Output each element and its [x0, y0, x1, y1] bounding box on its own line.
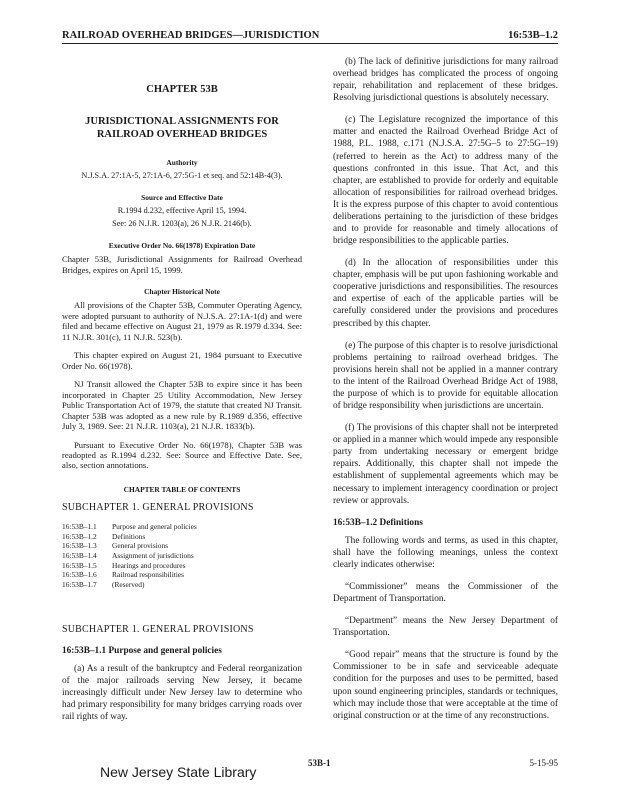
toc-item[interactable]: 16:53B–1.6 Railroad responsibilities — [62, 570, 185, 580]
subchapter-heading-toc: SUBCHAPTER 1. GENERAL PROVISIONS — [62, 501, 254, 513]
historical-note-3: NJ Transit allowed the Chapter 53B to expire since it has been incorporated in Chapter 25 Utility Accommodation, New Jersey Public Transportation Act of 1979, the statute that created NJ Transit. Chapter 53B was adopted as a new rule by R.1989 d.356, effective July 3, 1989. See: 21 N.J.R. 1103(a), 21 N.J.R. 1833(b). — [62, 379, 302, 432]
toc-item[interactable]: 16:53B–1.2 Definitions — [62, 531, 146, 541]
paragraph-c: (c) The Legislature recognized the importance of this matter and enacted the Railroad Overhead Bridge Act of 1988, P.L. 1988, c.171 (N.J.S.A. 27:5G–5 to 27:5G–19) (referred to herein as the Act) to address many of the questions confronted in this issue. That Act, and this chapter, are established to provide for orderly and equitable allocation of responsibilities for railroad overhead bridges. It is the express purpose of this chapter to avoid contentious deliberations pertaining to the jurisdiction of these bridges and to provide for reasonable and timely allocations of bridge responsibilities to the applicable parties. — [333, 115, 558, 247]
chapter-title: JURISDICTIONAL ASSIGNMENTS FOR RAILROAD OVERHEAD BRIDGES — [85, 115, 279, 141]
revision-date: 5-15-95 — [529, 758, 558, 768]
table-of-contents-heading: CHAPTER TABLE OF CONTENTS — [123, 484, 241, 494]
header-title: RAILROAD OVERHEAD BRIDGES—JURISDICTION — [62, 30, 320, 41]
left-column — [62, 56, 302, 731]
section-heading-1-2: 16:53B–1.2 Definitions — [333, 517, 423, 528]
toc-item[interactable]: 16:53B–1.1 Purpose and general policies — [62, 522, 197, 532]
historical-note-heading: Chapter Historical Note — [144, 287, 220, 297]
paragraph-e: (e) The purpose of this chapter is to resolve jurisdictional problems pertaining to railroad overhead bridges. The provisions herein shall not be applied in a manner contrary to the intent of the Railroad Overhead Bridge Act of 1988, the purpose of which is to provide for equitable allocation of bridge responsibility when jurisdictions are uncertain. — [333, 340, 558, 412]
historical-note-1: All provisions of the Chapter 53B, Commuter Operating Agency, were adopted pursuant to authority of N.J.S.A. 27:1A-1(d) and were filed and became effective on August 21, 1979 as R.1979 d.334. See: 11 N.J.R. 301(c), 11 N.J.R. 523(b). — [62, 300, 302, 342]
toc-item[interactable]: 16:53B–1.5 Hearings and procedures — [62, 560, 186, 570]
page-number: 53B-1 — [308, 758, 331, 768]
header-section: 16:53B–1.2 — [508, 30, 558, 41]
running-header — [62, 30, 558, 44]
source-heading: Source and Effective Date — [141, 193, 223, 203]
paragraph-a: (a) As a result of the bankruptcy and Federal reorganization of the major railroads serving New Jersey, it became increasingly difficult under New Jersey law to determine who had primary responsibility for many bridges carrying roads over rail rights of way. — [62, 664, 302, 723]
source-text-1: R.1994 d.232, effective April 15, 1994. — [117, 206, 247, 216]
paragraph-f: (f) The provisions of this chapter shall not be interpreted or applied in a manner which would impede any responsible party from undertaking necessary or emergent bridge repairs. Additionally, this chapter shall not impede the establishment of supplemental agreements which may be necessary to implement interagency coordination or project review or approvals. — [333, 423, 558, 506]
paragraph-d: (d) In the allocation of responsibilities under this chapter, emphasis will be put upon fashioning workable and cooperative jurisdictions and responsibilities. The resources and expertise of each of the applicable parties will be carefully considered under the provisions and procedures prescribed by this chapter. — [333, 258, 558, 329]
historical-note-4: Pursuant to Executive Order No. 66(1978), Chapter 53B was readopted as R.1994 d.232. See: Source and Effective Date. See, also, section annotations. — [62, 439, 302, 471]
paragraph-b: (b) The lack of definitive jurisdictions for many railroad overhead bridges has complicated the process of ongoing repair, rehabilitation and replacement of these bridges. Resolving jurisdictional questions is absolutely necessary. — [333, 57, 558, 104]
authority-heading: Authority — [166, 158, 198, 168]
executive-order-heading: Executive Order No. 66(1978) Expiration Date — [108, 241, 256, 251]
historical-note-2: This chapter expired on August 21, 1984 pursuant to Executive Order No. 66(1978). — [62, 350, 302, 371]
toc-item[interactable]: 16:53B–1.7 (Reserved) — [62, 579, 145, 589]
chapter-number: CHAPTER 53B — [146, 84, 218, 95]
definition-good-repair: “Good repair” means that the structure is found by the Commissioner to be in safe and serviceable adequate condition for the purposes and uses to be permitted, based upon sound engineering principles, standards or techniques, which may include those that were acceptable at the time of original construction or at the time of any reconstructions. — [333, 650, 558, 721]
toc-item[interactable]: 16:53B–1.4 Assignment of jurisdictions — [62, 551, 194, 561]
right-column — [333, 56, 558, 732]
library-stamp: New Jersey State Library — [100, 764, 257, 780]
table-of-contents — [62, 522, 302, 589]
toc-item[interactable]: 16:53B–1.3 General provisions — [62, 541, 169, 551]
subchapter-heading: SUBCHAPTER 1. GENERAL PROVISIONS — [62, 623, 254, 635]
section-heading-1-1: 16:53B–1.1 Purpose and general policies — [62, 645, 222, 656]
executive-order-text: Chapter 53B, Jurisdictional Assignments for Railroad Overhead Bridges, expires on April 15, 1999. — [62, 254, 302, 275]
authority-text: N.J.S.A. 27:1A-5, 27:1A-6, 27:5G-1 et seq. and 52:14B-4(3). — [81, 171, 283, 181]
definition-commissioner: “Commissioner” means the Commissioner of the Department of Transportation. — [333, 581, 558, 605]
definitions-intro: The following words and terms, as used in this chapter, shall have the following meanings, unless the context clearly indicates otherwise: — [333, 535, 558, 570]
source-text-2: See: 26 N.J.R. 1203(a), 26 N.J.R. 2146(b). — [112, 219, 252, 229]
definition-department: “Department” means the New Jersey Department of Transportation. — [333, 616, 558, 639]
